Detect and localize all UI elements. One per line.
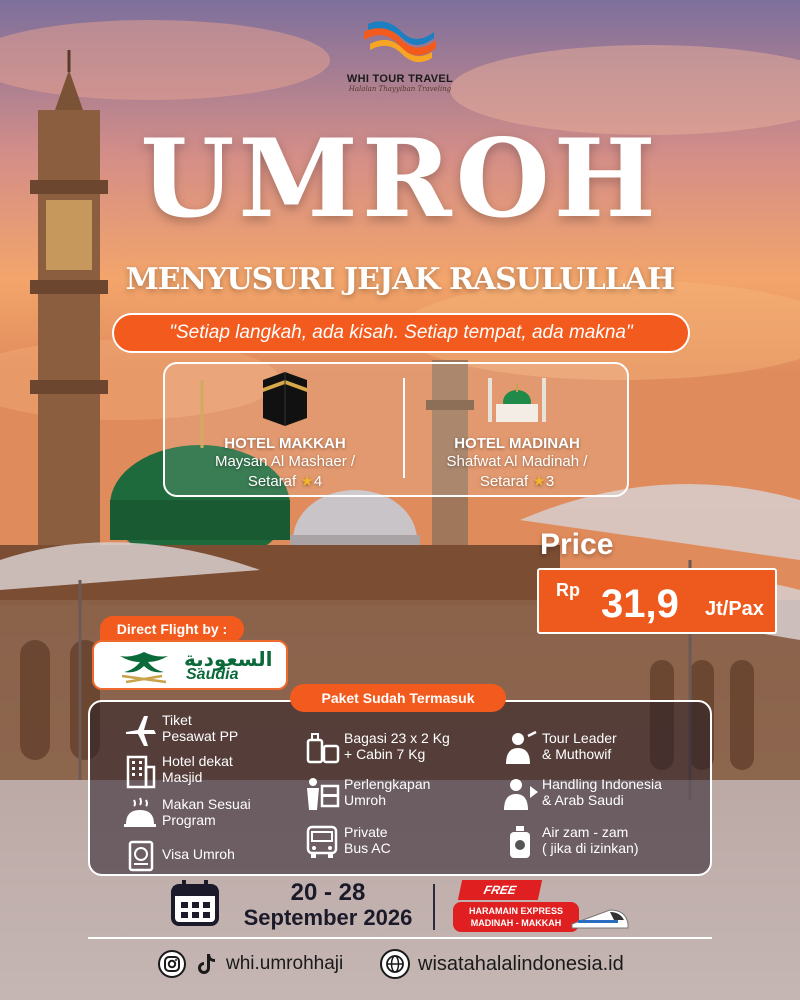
airplane-icon	[122, 712, 158, 748]
luggage-icon	[304, 730, 340, 766]
package-item-text: Handling Indonesia & Arab Saudi	[542, 776, 662, 808]
package-item	[122, 753, 312, 789]
package-item-text: Tiket Pesawat PP	[162, 712, 239, 744]
passport-icon	[122, 838, 158, 874]
hotel-icon	[122, 753, 158, 789]
package-item-text: Hotel dekat Masjid	[162, 753, 233, 785]
page-subtitle: MENYUSURI JEJAK RASULULLAH	[125, 262, 675, 297]
website-link	[380, 948, 624, 980]
package-item	[502, 730, 712, 766]
ihram-icon	[304, 776, 340, 812]
date-divider	[433, 884, 435, 930]
hotel-makkah-rating	[170, 472, 400, 492]
price-value: 31,9	[601, 582, 679, 626]
website-url[interactable]: wisatahalalindonesia.id	[418, 952, 624, 975]
hotel-makkah	[170, 370, 400, 492]
tagline-banner: "Setiap langkah, ada kisah. Setiap tempat, ada makna"	[112, 313, 690, 353]
calendar-icon	[170, 878, 220, 928]
high-speed-train-icon	[570, 902, 630, 934]
airline-latin-name: Saudia	[186, 666, 239, 683]
instagram-icon[interactable]	[158, 950, 186, 978]
package-item-text: Air zam - zam ( jika di izinkan)	[542, 824, 639, 856]
airline-arabic-name: السعودية	[184, 649, 273, 671]
package-item	[502, 824, 712, 860]
train-route: MADINAH - MAKKAH	[470, 918, 562, 928]
price-label: Price	[540, 528, 614, 561]
handling-icon	[502, 776, 538, 812]
price-badge	[537, 568, 777, 634]
package-title: Paket Sudah Termasuk	[290, 684, 506, 712]
tiktok-icon[interactable]	[192, 950, 220, 978]
package-item	[122, 796, 312, 832]
star-count: 4	[313, 473, 323, 490]
social-handle[interactable]: whi.umrohhaji	[226, 953, 344, 974]
hotel-madinah-name: Shafwat Al Madinah /	[446, 453, 588, 470]
price-currency: Rp	[556, 580, 580, 600]
package-item	[304, 824, 494, 860]
bus-icon	[304, 824, 340, 860]
train-name: HARAMAIN EXPRESS	[468, 906, 563, 916]
star-icon: ★	[300, 473, 314, 490]
hotel-madinah-label: HOTEL MADINAH	[454, 435, 580, 452]
rating-prefix: Setaraf	[247, 473, 297, 490]
package-item	[122, 712, 312, 748]
rating-prefix: Setaraf	[479, 473, 529, 490]
kaaba-icon	[255, 370, 315, 428]
wave-logo-icon	[360, 18, 440, 66]
date-range: 20 - 28	[290, 879, 366, 906]
direct-flight-label: Direct Flight by :	[100, 616, 244, 642]
package-item	[122, 838, 312, 874]
footer-divider	[88, 937, 712, 939]
free-badge: FREE	[458, 880, 542, 900]
package-item-text: Visa Umroh	[162, 846, 235, 862]
package-item-text: Private Bus AC	[344, 824, 391, 856]
travel-dates	[228, 880, 428, 930]
package-item	[502, 776, 712, 812]
tour-leader-icon	[502, 730, 538, 766]
date-month: September 2026	[243, 905, 413, 930]
star-icon: ★	[532, 473, 546, 490]
package-item-text: Tour Leader & Muthowif	[542, 730, 617, 762]
package-item-text: Bagasi 23 x 2 Kg + Cabin 7 Kg	[344, 730, 450, 762]
price-unit: Jt/Pax	[705, 598, 764, 620]
brand-tagline: Halalan Thayyiban Traveling	[348, 85, 452, 93]
hotel-madinah-rating	[402, 472, 632, 492]
package-item	[304, 730, 494, 766]
page-title: UMROH	[140, 116, 660, 242]
star-count: 3	[545, 473, 555, 490]
hotel-makkah-label: HOTEL MAKKAH	[224, 435, 346, 452]
package-item-text: Perlengkapan Umroh	[344, 776, 431, 808]
mosque-icon	[482, 370, 552, 428]
social-links	[158, 948, 343, 980]
hotel-makkah-name: Maysan Al Mashaer /	[214, 453, 356, 470]
meal-icon	[122, 796, 158, 832]
train-bonus-tag	[453, 902, 579, 932]
brand-logo	[330, 18, 470, 93]
package-item-text: Makan Sesuai Program	[162, 796, 251, 828]
zamzam-bottle-icon	[502, 824, 538, 860]
airline-logo	[92, 640, 288, 690]
globe-icon	[380, 949, 410, 979]
package-item	[304, 776, 494, 812]
saudia-emblem-icon	[114, 648, 174, 684]
hotel-madinah	[402, 370, 632, 492]
brand-name: WHI TOUR TRAVEL	[346, 73, 454, 85]
